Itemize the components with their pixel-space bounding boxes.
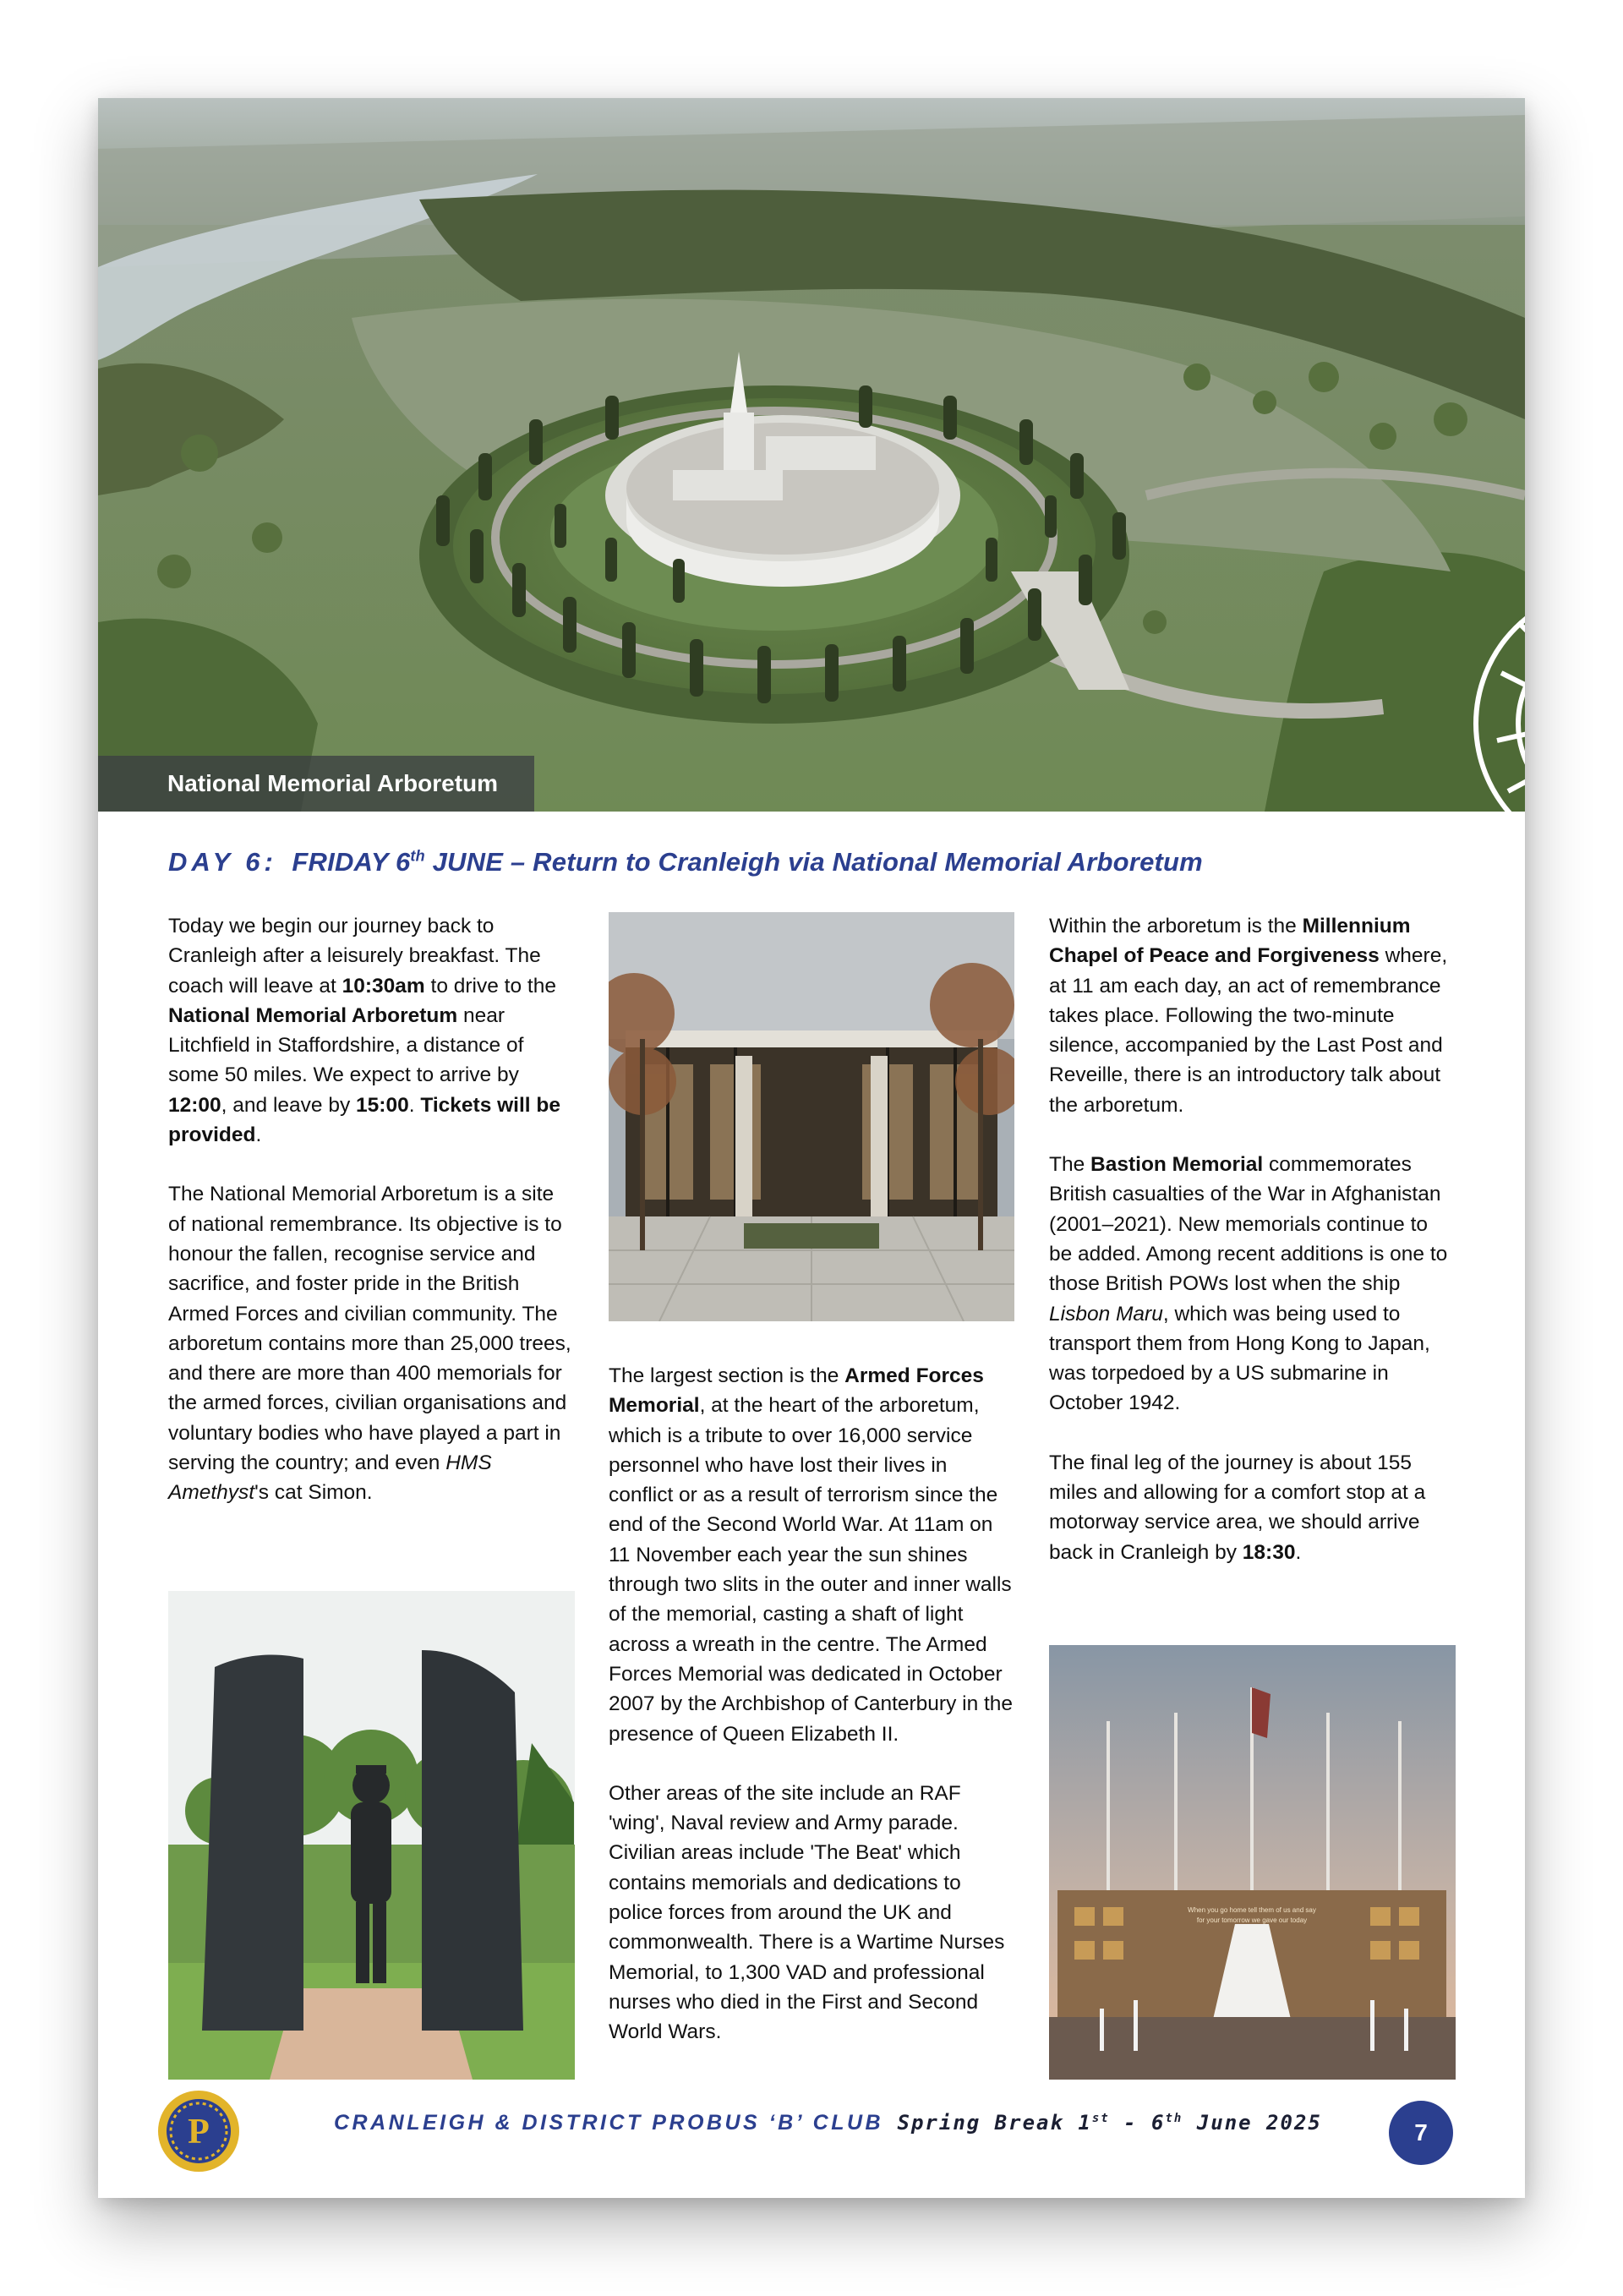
text: The largest section is the: [609, 1364, 845, 1387]
text: , which was being used to transport them from Hong Kong to Japan, was torpedoed by a US submarine in October 1942.: [1049, 1302, 1430, 1415]
arrive-time: 12:00: [168, 1093, 221, 1117]
bastion-inscription-2: for your tomorrow we gave our today: [1196, 1916, 1308, 1924]
text: where, at 11 am each day, an act of remembrance takes place. Following the two-minute silence, accompanied by the Last Post and Reveille, there is an introductory talk about the arboretum.: [1049, 944, 1448, 1117]
column-middle: [609, 1361, 1016, 2077]
leave-time: 15:00: [356, 1093, 409, 1117]
day-title: JUNE – Return to Cranleigh via National Memorial Arboretum: [424, 847, 1203, 877]
photo-bastion-memorial: [1049, 1645, 1456, 2080]
day-label: DAY 6:: [168, 847, 277, 877]
venue-name: National Memorial Arboretum: [168, 1003, 458, 1027]
paragraph-armed-forces: [609, 1361, 1016, 1749]
photo-chapel: [609, 912, 1014, 1321]
return-time: 18:30: [1242, 1540, 1296, 1564]
text: - 6: [1109, 2111, 1166, 2135]
text: to drive to the: [424, 974, 556, 998]
ship-name: Lisbon Maru: [1049, 1302, 1163, 1326]
day-heading: [168, 847, 1487, 877]
text: , at the heart of the arboretum, which is a tribute to over 16,000 service personnel who have lost their lives in conflict or as a result of terrorism since the end of the Second World War. At 11am on 11 November each year the sun shines through two slits in the outer and inner walls of the memorial, casting a shaft of light across a wreath in the centre. The Armed Forces Memorial was dedicated in October 2007 by the Archbishop of Canterbury in the presence of Queen Elizabeth II.: [609, 1394, 1014, 1746]
hero-caption: National Memorial Arboretum: [98, 756, 534, 812]
text: The National Memorial Arboretum is a site of national remembrance. Its objective is to honour the fallen, recognise service and sacrifice, and foster pride in the British Armed Forces and civilian community. The arboretum contains more than 25,000 trees, and there are more than 400 memorials for the armed forces, civilian organisations and voluntary bodies who have played a part in serving the country; and even: [168, 1183, 571, 1475]
bastion-memorial: Bastion Memorial: [1090, 1153, 1264, 1177]
paragraph-return: [1049, 1448, 1456, 1567]
logo-letter: P: [188, 2113, 210, 2151]
bastion-inscription-1: When you go home tell them of us and say: [1188, 1906, 1316, 1914]
probus-logo: [156, 2089, 241, 2173]
event-dates: [883, 2111, 1322, 2135]
text: Within the arboretum is the: [1049, 915, 1303, 938]
depart-time: 10:30am: [342, 974, 425, 998]
paragraph-bastion: [1049, 1150, 1456, 1419]
text: Today we begin our journey back to Cranleigh after a leisurely breakfast. The coach will leave at: [168, 915, 541, 998]
paragraph-arboretum: [168, 1179, 576, 1507]
ship-name: HMS Amethyst: [168, 1451, 492, 1505]
bastion-illustration: [1049, 1645, 1456, 2080]
text: .: [408, 1093, 421, 1117]
column-right: [1049, 911, 1456, 1597]
text: , and leave by: [221, 1093, 357, 1117]
page-number: 7: [1389, 2101, 1453, 2165]
chapel-illustration: [609, 912, 1014, 1321]
text: .: [255, 1123, 262, 1147]
column-left: [168, 911, 576, 1538]
photo-naval-memorial: [168, 1591, 575, 2080]
club-name: CRANLEIGH & DISTRICT PROBUS ‘B’ CLUB: [334, 2111, 884, 2135]
tickets-note: Tickets will be provided: [168, 1093, 561, 1147]
armed-forces-memorial: Armed Forces Memorial: [609, 1364, 984, 1418]
paragraph-chapel: [1049, 911, 1456, 1120]
day-date-suffix: th: [410, 847, 425, 865]
text: near Litchfield in Staffordshire, a distance of some 50 miles. We expect to arrive by: [168, 1003, 524, 1087]
footer-line: [334, 2111, 1399, 2135]
day-date: FRIDAY 6: [292, 847, 411, 877]
text: 's cat Simon.: [254, 1481, 373, 1505]
text: commemorates British casualties of the War in Afghanistan (2001–2021). New memorials continue to be added. Among recent additions is one to those British POWs lost when the ship: [1049, 1153, 1448, 1296]
text: The: [1049, 1153, 1091, 1177]
brochure-page: [98, 98, 1525, 2198]
text: .: [1295, 1540, 1302, 1564]
paragraph-other-areas: Other areas of the site include an RAF 'wing', Naval review and Army parade. Civilian areas include 'The Beat' which contains memorials and dedications to police forces from around the UK and commonwealth. There is a Wartime Nurses Memorial, to 1,300 VAD and professional nurses who died in the First and Second World Wars.: [609, 1781, 1005, 2044]
text: The final leg of the journey is about 155 miles and allowing for a comfort stop at a motorway service area, we should arrive back in Cranleigh by: [1049, 1451, 1426, 1564]
text: Spring Break 1: [883, 2111, 1092, 2135]
text: June 2025: [1183, 2111, 1322, 2135]
ordinal: st: [1091, 2112, 1110, 2125]
naval-statue-illustration: [168, 1591, 575, 2080]
aerial-memorial-illustration: [98, 98, 1525, 812]
chapel-name: Millennium Chapel of Peace and Forgiveness: [1049, 915, 1411, 968]
hero-photo-arboretum: [98, 98, 1525, 812]
paragraph-intro: [168, 911, 576, 1150]
ordinal: th: [1165, 2112, 1183, 2125]
